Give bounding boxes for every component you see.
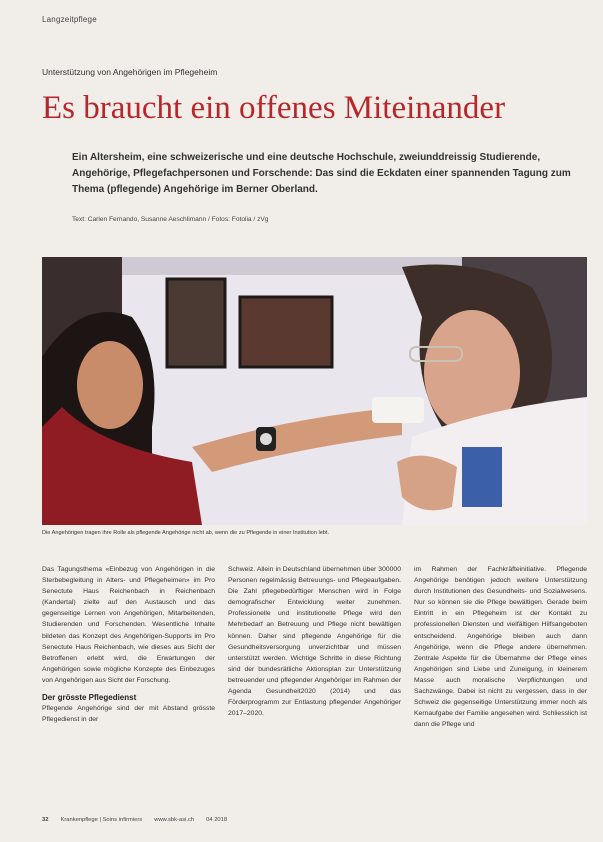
section-tag: Langzeitpflege	[42, 15, 97, 24]
issue-number: 04 2018	[206, 817, 228, 823]
paragraph: Das Tagungsthema «Einbezug von Angehörigen in die Sterbebegleitung in Alters- und Pflegeheimen» im Pro Senectute Haus Reichenbach in Reichenbach (Kandertal) zielte auf den Austausch und das gegenseitige Lernen von Angehörigen, Mitarbeitenden, Studierenden und Forschenden. Wesentliche Inhalte bildeten das Konzept des Angehörigen-Supports im Pro Senectute Haus Reichenbach, wie dieses aus Sicht der Betroffenen erlebt wird, die Erwartungen der Angehörigen sowie mögliche Konzepte des Einbezuges von Angehörigen aus Sicht der Forschung.	[42, 566, 215, 684]
column-2	[228, 564, 401, 812]
photo-caption: Die Angehörigen tragen ihre Rolle als pflegende Angehörige nicht ab, wenn die zu Pflegende in einer Institution lebt.	[42, 530, 330, 536]
article-photo	[42, 257, 587, 525]
column-3	[414, 564, 587, 812]
publication-name: Krankenpflege | Soins infirmiers	[60, 817, 143, 823]
subheading: Der grösste Pflegedienst	[42, 693, 137, 703]
page-number: 32	[42, 817, 49, 823]
column-1	[42, 564, 215, 812]
photo-illustration	[42, 257, 587, 525]
paragraph: Schweiz. Allein in Deutschland übernehmen über 300000 Personen regelmässig Betreuungs- und Pflegeaufgaben. Die Zahl pflegebedürftiger Menschen wird in Folge demografischer Entwicklung weiter zunehmen. Professionelle und institutionelle Pflege wird den Mehrbedarf an Betreuung und Pflege nicht bewältigen können. Daher sind pflegende Angehörige für die Gesundheitsversorgung unverzichtbar und müssen unterstützt werden. Wichtige Schritte in diese Richtung sind der bundesrätliche Aktionsplan zur Unterstützung betreuender und pflegender Angehöriger im Rahmen der Agenda Gesundheit2020 (2014) und das Förderprogramm zur Entlastung pflegender Angehöriger 2017–2020.	[228, 566, 401, 718]
credits: Text: Carlen Fernando, Susanne Aeschlimann / Fotos: Fotolia / zVg	[72, 216, 269, 223]
kicker: Unterstützung von Angehörigen im Pflegeheim	[42, 67, 218, 77]
paragraph: Pflegende Angehörige sind der mit Abstand grösste Pflegedienst in der	[42, 705, 215, 724]
headline: Es braucht ein offenes Miteinander	[42, 90, 506, 126]
lead-paragraph: Ein Altersheim, eine schweizerische und eine deutsche Hochschule, zweiunddreissig Studierende, Angehörige, Pflegefachpersonen und Forschende: Das sind die Eckdaten einer spannenden Tagung zum Thema (pflegende) Angehörige im Berner Oberland.	[72, 152, 571, 195]
publication-url: www.sbk-asi.ch	[154, 817, 195, 823]
page-footer	[42, 817, 587, 823]
paragraph: im Rahmen der Fachkräfteinitiative. Pflegende Angehörige benötigen jedoch weitere Unterstützung durch Institutionen des Gesundheits- und Sozialwesens. Nur so können sie die Pflege bewältigen. Gerade beim Eintritt in ein Pflegeheim ist der Kontakt zu professionellen Diensten und vielfältigen Hilfsangeboten entscheidend. Angehörige bleiben auch dann Angehörige, wenn die Pflege andere übernehmen. Zentrale Aspekte für die Übernahme der Pflege eines Angehörigen sind Liebe und Zuneigung, in kleinerem Masse auch moralische Verpflichtungen und Sachzwänge. Dabei ist nicht zu vergessen, dass in der Schweiz die gegenseitige Unterstützung immer noch als Kernaufgabe der Familie angesehen wird. Schliesslich ist dann die Pflege und	[414, 566, 587, 729]
article-body	[42, 564, 587, 812]
